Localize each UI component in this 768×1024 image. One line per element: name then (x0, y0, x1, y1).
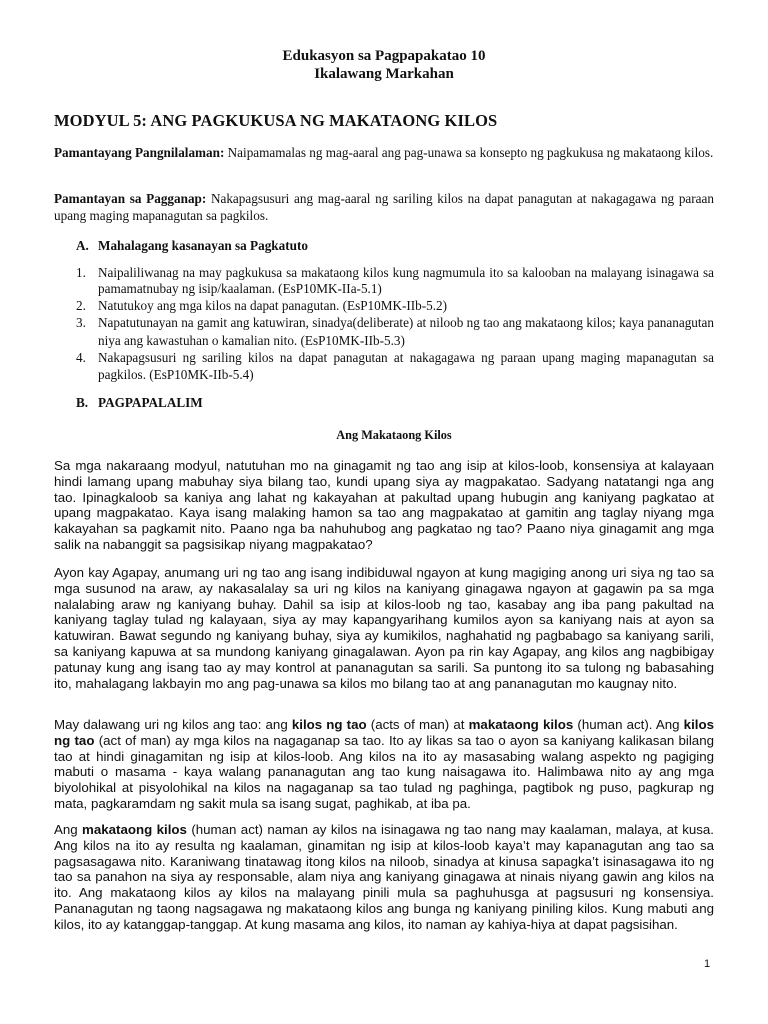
term-human-act: makataong kilos (468, 717, 574, 732)
quarter-title: Ikalawang Markahan (314, 66, 454, 82)
objective-text: Natutukoy ang mga kilos na dapat panagutan. (EsP10MK-IIb-5.2) (98, 297, 448, 313)
term-acts-of-man: kilos ng tao (54, 717, 714, 748)
objective-text: Naipaliliwanag na may pagkukusa sa makataong kilos kung nagmumula ito sa kalooban na malayang isinagawa sa pamamatnubay ng isip/kaalaman. (EsP10MK-IIa-5.1) (98, 265, 714, 297)
performance-standard (54, 191, 714, 224)
objective-number: 4. (76, 350, 86, 366)
text-run: (human act). Ang (573, 717, 684, 732)
text-run: Ang (54, 822, 83, 837)
section-a-heading (76, 238, 308, 254)
objective-item (54, 349, 714, 384)
text-run: (human act) naman ay kilos na isinagawa ng tao nang may kaalaman, malaya, at kusa. Ang kilos na ito ay resulta ng kaalaman, ginamitan ng isip at kilos-loob kaya’t may kapanagutan ang tao sa pagsasagawa nito. Karaniwang tinatawag itong kilos na niloob, sinadya at kinusa sapagka’t isinasagawa ito ng tao sa panahon na siya ay responsable, alam niya ang kaniyang ginagawa at ninais niyang gawin ang kilos na ito. Ang makataong kilos ay kilos na malayang pinili mula sa paghuhusga at pagsusuri ng konsensiya. Pananagutan ng taong nagsagawa ng makataong kilos ang bunga ng kaniyang piniling kilos. Kung mabuti ang kilos, ito ay katanggap-tanggap. At kung masama ang kilos, ito naman ay kahiya-hiya at dapat pagsisihan. (54, 822, 714, 932)
body-paragraph-4 (54, 822, 714, 933)
objective-item (54, 265, 714, 298)
body-paragraph-1: Sa mga nakaraang modyul, natutuhan mo na ginagamit ng tao ang isip at kilos-loob, konsensiya at kalayaan hindi lamang upang mabuhay siya bilang tao, kundi upang siya ay magpakatao. Sadyang natatangi nga ang tao. Ipinagkaloob sa kaniya ang lahat ng kakayahan at pakultad upang hubugin ang kaniyang pagkatao at upang magpakatao. Kaya isang malaking hamon sa tao ang magpakatao at gamitin ang taglay niyang mga kakayahan sa pagkamit nito. Paano nga ba nahuhubog ang pagkatao ng tao? Paano niya ginagamit ang mga salik na nabanggit sa pagsisikap niyang magpakatao? (54, 458, 714, 552)
term-acts-of-man: kilos ng tao (291, 717, 367, 732)
module-title: MODYUL 5: ANG PAGKUKUSA NG MAKATAONG KILOS (54, 111, 498, 130)
course-title: Edukasyon sa Pagpapakatao 10 (282, 48, 486, 64)
section-a-title: Mahalagang kasanayan sa Pagkatuto (98, 238, 308, 253)
objective-number: 1. (76, 265, 86, 280)
body-paragraph-3 (54, 717, 714, 812)
objectives-list (54, 265, 714, 384)
subsection-title: Ang Makataong Kilos (336, 428, 452, 442)
objective-text: Nakapagsusuri ng sariling kilos na dapat panagutan at nakagagawa ng paraan upang maging mapanagutan sa pagkilos. (EsP10MK-IIb-5.4) (98, 350, 714, 383)
content-standard-text: Naipamamalas ng mag-aaral ang pag-unawa sa konsepto ng pagkukusa ng makataong kilos. (224, 145, 714, 160)
body-paragraph-2: Ayon kay Agapay, anumang uri ng tao ang isang indibiduwal ngayon at kung magiging anong uri siya ng tao sa mga susunod na araw, ay nakasalalay sa uri ng kilos na kaniyang ginagawa ngayon at gagawin pa sa mga nalalabing araw ng kaniyang buhay. Dahil sa isip at kilos-loob ng tao, kasabay ang iba pang pakultad na kaniyang taglay tulad ng kalayaan, siya ay may kapangyarihang kumilos ayon sa kaniyang nais at ayon sa katuwiran. Bawat segundo ng kaniyang buhay, siya ay kumikilos, naghahatid ng pagbabago sa kaniyang sarili, sa kaniyang kapuwa at sa mundong kaniyang ginagalawan. Ayon pa rin kay Agapay, ang kilos ang nagbibigay patunay kung ang isang tao ay may kontrol at pananagutan sa sarili. Sa puntong ito sa tulong ng babasahing ito, mahalagang lakbayin mo ang pag-unawa sa kilos mo bilang tao at ang pananagutan mo kaugnay nito. (54, 565, 714, 691)
objective-item (54, 314, 714, 349)
section-a-letter: A. (76, 238, 89, 253)
text-run: (acts of man) at (366, 717, 469, 732)
content-standard (54, 145, 714, 162)
performance-standard-text: Nakapagsusuri ang mag-aaral ng sariling kilos na dapat panagutan at nakagagawa ng paraan upang maging mapanagutan sa pagkilos. (54, 191, 714, 223)
section-b-title: PAGPAPALALIM (98, 395, 203, 410)
content-standard-label: Pamantayang Pangnilalaman: (54, 145, 225, 160)
section-b-letter: B. (76, 395, 89, 410)
section-b-heading (76, 395, 203, 411)
objective-item (54, 298, 714, 314)
objective-number: 2. (76, 297, 86, 313)
performance-standard-label: Pamantayan sa Pagganap: (54, 191, 207, 206)
objective-number: 3. (76, 315, 86, 331)
text-run: May dalawang uri ng kilos ang tao: ang (54, 717, 292, 732)
term-human-act: makataong kilos (82, 822, 187, 837)
text-run: (act of man) ay mga kilos na nagaganap sa tao. Ito ay likas sa tao o ayon sa kaniyang kalikasan bilang tao at hindi ginagamitan ng isip at kilos-loob. Ang kilos na ito ay masasabing walang aspekto ng pagiging mabuti o masama - kaya walang pananagutan ang tao kung naisagawa ito. Halimbawa nito ay ang mga biyolohikal at pisyolohikal na kilos na nagaganap sa tao tulad ng paghinga, pagtibok ng puso, pagkurap ng mata, pagkaramdam ng sakit mula sa isang sugat, paghikab, at iba pa. (54, 732, 714, 811)
page-number: 1 (704, 958, 711, 970)
objective-text: Napatutunayan na gamit ang katuwiran, sinadya(deliberate) at niloob ng tao ang makataong kilos; kaya pananagutan niya ang kawastuhan o kamalian nito. (EsP10MK-IIb-5.3) (98, 315, 714, 348)
